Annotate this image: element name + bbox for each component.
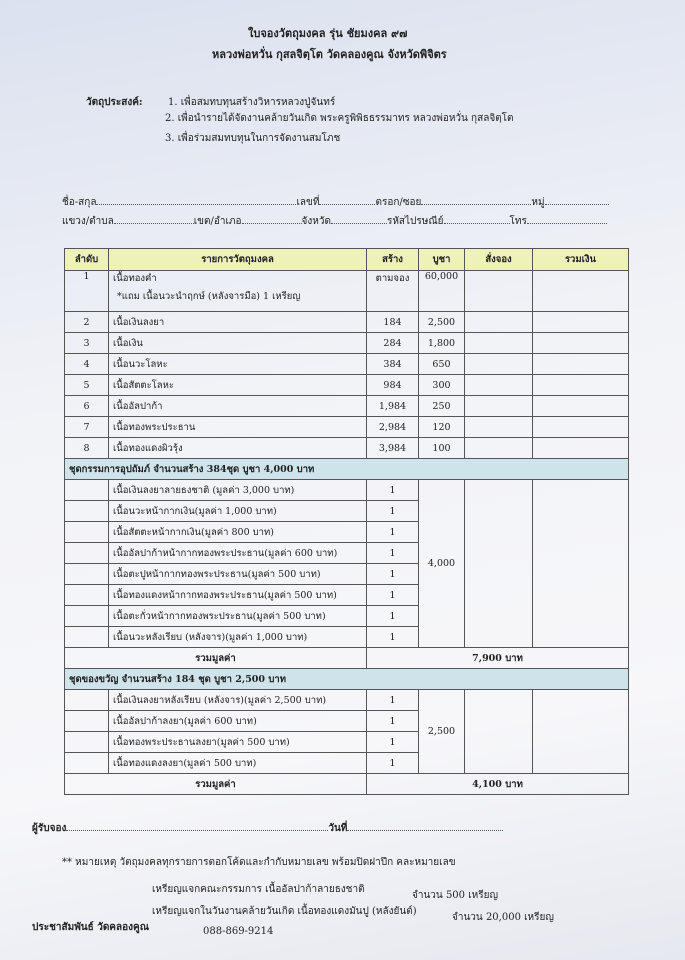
objective-item-2: 2. เพื่อนำรายได้จัดงานคล้ายวันเกิด พระครูพิพิธธรรมาทร หลวงพ่อหวั่น กุสลจิตฺโต	[165, 113, 514, 124]
subdistrict-label: แขวง/ตำบล	[62, 216, 114, 227]
row-item: เนื้อทองพระประธาน	[109, 417, 367, 438]
row-order-cell[interactable]	[465, 271, 533, 312]
set-item-name: เนื้อนวะหน้ากากเงิน(มูลค่า 1,000 บาท)	[109, 501, 367, 522]
set1-rows	[65, 480, 629, 648]
table-row	[65, 396, 629, 417]
row-total-cell[interactable]	[533, 312, 629, 333]
table-row	[65, 354, 629, 375]
set-item-name: เนื้อเงินลงยาลายธงชาติ (มูลค่า 3,000 บาท)	[109, 480, 367, 501]
set1-title-row	[65, 459, 629, 480]
row-build: 3,984	[367, 438, 419, 459]
row-total-cell[interactable]	[533, 417, 629, 438]
table-row	[65, 333, 629, 354]
name-field[interactable]	[62, 196, 609, 209]
row-order-cell[interactable]	[465, 396, 533, 417]
row-build: 184	[367, 312, 419, 333]
row-total-cell[interactable]	[533, 438, 629, 459]
objective-item-1: 1. เพื่อสมทบทุนสร้างวิหารหลวงปู่จันทร์	[168, 97, 336, 108]
district-label: เขต/อำเภอ	[193, 216, 242, 227]
row-price: 650	[419, 354, 465, 375]
set-item-name: เนื้ออัลปาก้าหน้ากากทองพระประธาน(มูลค่า 600 บาท)	[109, 543, 367, 564]
set-item-name: เนื้อทองแดงหน้ากากทองพระประธาน(มูลค่า 500 บาท)	[109, 585, 367, 606]
set2-total-label: รวมมูลค่า	[65, 774, 367, 795]
row-build: 2,984	[367, 417, 419, 438]
set-item-no	[65, 690, 109, 711]
header-total: รวมเงิน	[533, 249, 629, 271]
row-build: 284	[367, 333, 419, 354]
name-label: ชื่อ-สกุล	[62, 197, 97, 208]
alley-label: ตรอก/ซอย	[375, 197, 422, 208]
set-item-qty: 1	[367, 606, 419, 627]
row-no: 3	[65, 333, 109, 354]
table-row	[65, 417, 629, 438]
set-item-qty: 1	[367, 501, 419, 522]
row-no: 6	[65, 396, 109, 417]
row-total-cell[interactable]	[533, 375, 629, 396]
row-price: 250	[419, 396, 465, 417]
set-item-qty: 1	[367, 732, 419, 753]
row-build: 384	[367, 354, 419, 375]
set1-total-label: รวมมูลค่า	[65, 648, 367, 669]
items-table	[64, 248, 629, 795]
row-total-cell[interactable]	[533, 271, 629, 312]
set-order-cell[interactable]	[465, 690, 533, 774]
row-order-cell[interactable]	[465, 375, 533, 396]
row-item: เนื้อเงิน	[109, 333, 367, 354]
set-item-qty: 1	[367, 627, 419, 648]
form-subtitle: หลวงพ่อหวั่น กุสลจิตฺโต วัดคลองคูณ จังหวัดพิจิตร	[212, 48, 447, 61]
set1-total-row	[65, 648, 629, 669]
date-label: วันที่	[328, 823, 348, 834]
set-item-name: เนื้อนวะหลังเรียบ (หลังจาร)(มูลค่า 1,000 บาท)	[109, 627, 367, 648]
address-field[interactable]	[62, 215, 607, 228]
row-item: เนื้อทองแดงผิวรุ้ง	[109, 438, 367, 459]
row-no: 8	[65, 438, 109, 459]
set-item-name: เนื้อตะกั่วหน้ากากทองพระประธาน(มูลค่า 500 บาท)	[109, 606, 367, 627]
set-order-cell[interactable]	[465, 480, 533, 648]
receiver-label: ผู้รับจอง	[32, 823, 67, 834]
set-item-name: เนื้อตะปูหน้ากากทองพระประธาน(มูลค่า 500 บาท)	[109, 564, 367, 585]
set-item-no	[65, 501, 109, 522]
row-item-bonus: *แถม เนื้อนวะนำฤกษ์ (หลังจารมือ) 1 เหรียญ	[117, 291, 301, 302]
set2-title-row	[65, 669, 629, 690]
table-row	[65, 271, 629, 312]
note-line-2: เหรียญแจกคณะกรรมการ เนื้ออัลปาก้าลายธงชาติ	[152, 884, 365, 895]
set2-title: ชุดของขวัญ จำนวนสร้าง 184 ชุด บูชา 2,500 บาท	[65, 669, 629, 690]
row-item: เนื้ออัลปาก้า	[109, 396, 367, 417]
row-no: 1	[65, 271, 109, 312]
table-row	[65, 312, 629, 333]
set-item-name: เนื้อเงินลงยาหลังเรียบ (หลังจาร)(มูลค่า 2,500 บาท)	[109, 690, 367, 711]
row-price: 100	[419, 438, 465, 459]
set2-rows	[65, 690, 629, 774]
set2-total-row	[65, 774, 629, 795]
set-item-name: เนื้อสัตตะหน้ากากเงิน(มูลค่า 800 บาท)	[109, 522, 367, 543]
header-item: รายการวัตถุมงคล	[109, 249, 367, 271]
header-no: ลำดับ	[65, 249, 109, 271]
note-line-3-qty: จำนวน 20,000 เหรียญ	[452, 912, 554, 923]
row-item: เนื้อสัตตะโลหะ	[109, 375, 367, 396]
postcode-label: รหัสไปรษณีย์	[386, 216, 444, 227]
set-item-row	[65, 480, 629, 501]
set1-title: ชุดกรรมการอุปถัมภ์ จำนวนสร้าง 384ชุด บูชา 4,000 บาท	[65, 459, 629, 480]
set-item-no	[65, 753, 109, 774]
set1-total-value: 7,900 บาท	[367, 648, 629, 669]
row-order-cell[interactable]	[465, 354, 533, 375]
pr-label: ประชาสัมพันธ์ วัดคลองคูณ	[32, 922, 149, 933]
header-order: สั่งจอง	[465, 249, 533, 271]
row-total-cell[interactable]	[533, 396, 629, 417]
province-label: จังหวัด	[301, 216, 331, 227]
house-no-label: เลขที่	[296, 197, 320, 208]
set-price: 4,000	[419, 480, 465, 648]
pr-phone: 088-869-9214	[203, 926, 274, 937]
set-item-qty: 1	[367, 543, 419, 564]
set-item-qty: 1	[367, 711, 419, 732]
set-price: 2,500	[419, 690, 465, 774]
set-item-no	[65, 480, 109, 501]
set-item-no	[65, 711, 109, 732]
row-price: 300	[419, 375, 465, 396]
row-order-cell[interactable]	[465, 438, 533, 459]
header-price: บูชา	[419, 249, 465, 271]
set-item-name: เนื้ออัลปาก้าลงยา(มูลค่า 600 บาท)	[109, 711, 367, 732]
receiver-field[interactable]	[32, 822, 503, 835]
table-header-row	[65, 249, 629, 271]
row-item	[109, 271, 367, 312]
row-item-text: เนื้อทองคำ	[113, 273, 157, 284]
row-order-cell[interactable]	[465, 417, 533, 438]
phone-label: โทร	[509, 216, 527, 227]
set-item-name: เนื้อทองแดงลงยา(มูลค่า 500 บาท)	[109, 753, 367, 774]
row-total-cell[interactable]	[533, 333, 629, 354]
row-build: ตามจอง	[367, 271, 419, 312]
row-build: 1,984	[367, 396, 419, 417]
row-total-cell[interactable]	[533, 354, 629, 375]
row-price: 60,000	[419, 271, 465, 312]
moo-label: หมู่	[531, 197, 545, 208]
set-item-no	[65, 585, 109, 606]
objectives-label: วัตถุประสงค์:	[86, 97, 143, 108]
set-item-qty: 1	[367, 753, 419, 774]
note-line-1: ** หมายเหตุ วัตถุมงคลทุกรายการตอกโค้ดและกำกับหมายเลข พร้อมปิดฝาปึก คละหมายเลข	[62, 857, 456, 868]
set-item-no	[65, 543, 109, 564]
row-item: เนื้อนวะโลหะ	[109, 354, 367, 375]
items-rows	[65, 312, 629, 459]
set-total-cell[interactable]	[533, 480, 629, 648]
set-item-no	[65, 522, 109, 543]
header-build: สร้าง	[367, 249, 419, 271]
set-item-row	[65, 690, 629, 711]
set-item-name: เนื้อทองพระประธานลงยา(มูลค่า 500 บาท)	[109, 732, 367, 753]
table-row	[65, 438, 629, 459]
row-price: 2,500	[419, 312, 465, 333]
objective-item-3: 3. เพื่อร่วมสมทบทุนในการจัดงานสมโภช	[165, 133, 341, 144]
row-price: 1,800	[419, 333, 465, 354]
row-item: เนื้อเงินลงยา	[109, 312, 367, 333]
set-item-qty: 1	[367, 690, 419, 711]
row-no: 5	[65, 375, 109, 396]
set-item-no	[65, 732, 109, 753]
set-item-no	[65, 564, 109, 585]
table-row	[65, 375, 629, 396]
note-line-2-qty: จำนวน 500 เหรียญ	[412, 890, 498, 901]
row-no: 7	[65, 417, 109, 438]
set-item-no	[65, 606, 109, 627]
row-order-cell[interactable]	[465, 333, 533, 354]
row-price: 120	[419, 417, 465, 438]
set-item-qty: 1	[367, 522, 419, 543]
row-no: 4	[65, 354, 109, 375]
set-item-qty: 1	[367, 480, 419, 501]
note-line-3: เหรียญแจกในวันงานคล้ายวันเกิด เนื้อทองแดงมันปู (หลังยันต์)	[152, 906, 417, 917]
set-item-qty: 1	[367, 564, 419, 585]
row-no: 2	[65, 312, 109, 333]
row-build: 984	[367, 375, 419, 396]
form-title: ใบจองวัตถุมงคล รุ่น ชัยมงคล ๙๗	[248, 27, 408, 40]
set-item-qty: 1	[367, 585, 419, 606]
set2-total-value: 4,100 บาท	[367, 774, 629, 795]
set-item-no	[65, 627, 109, 648]
row-order-cell[interactable]	[465, 312, 533, 333]
set-total-cell[interactable]	[533, 690, 629, 774]
